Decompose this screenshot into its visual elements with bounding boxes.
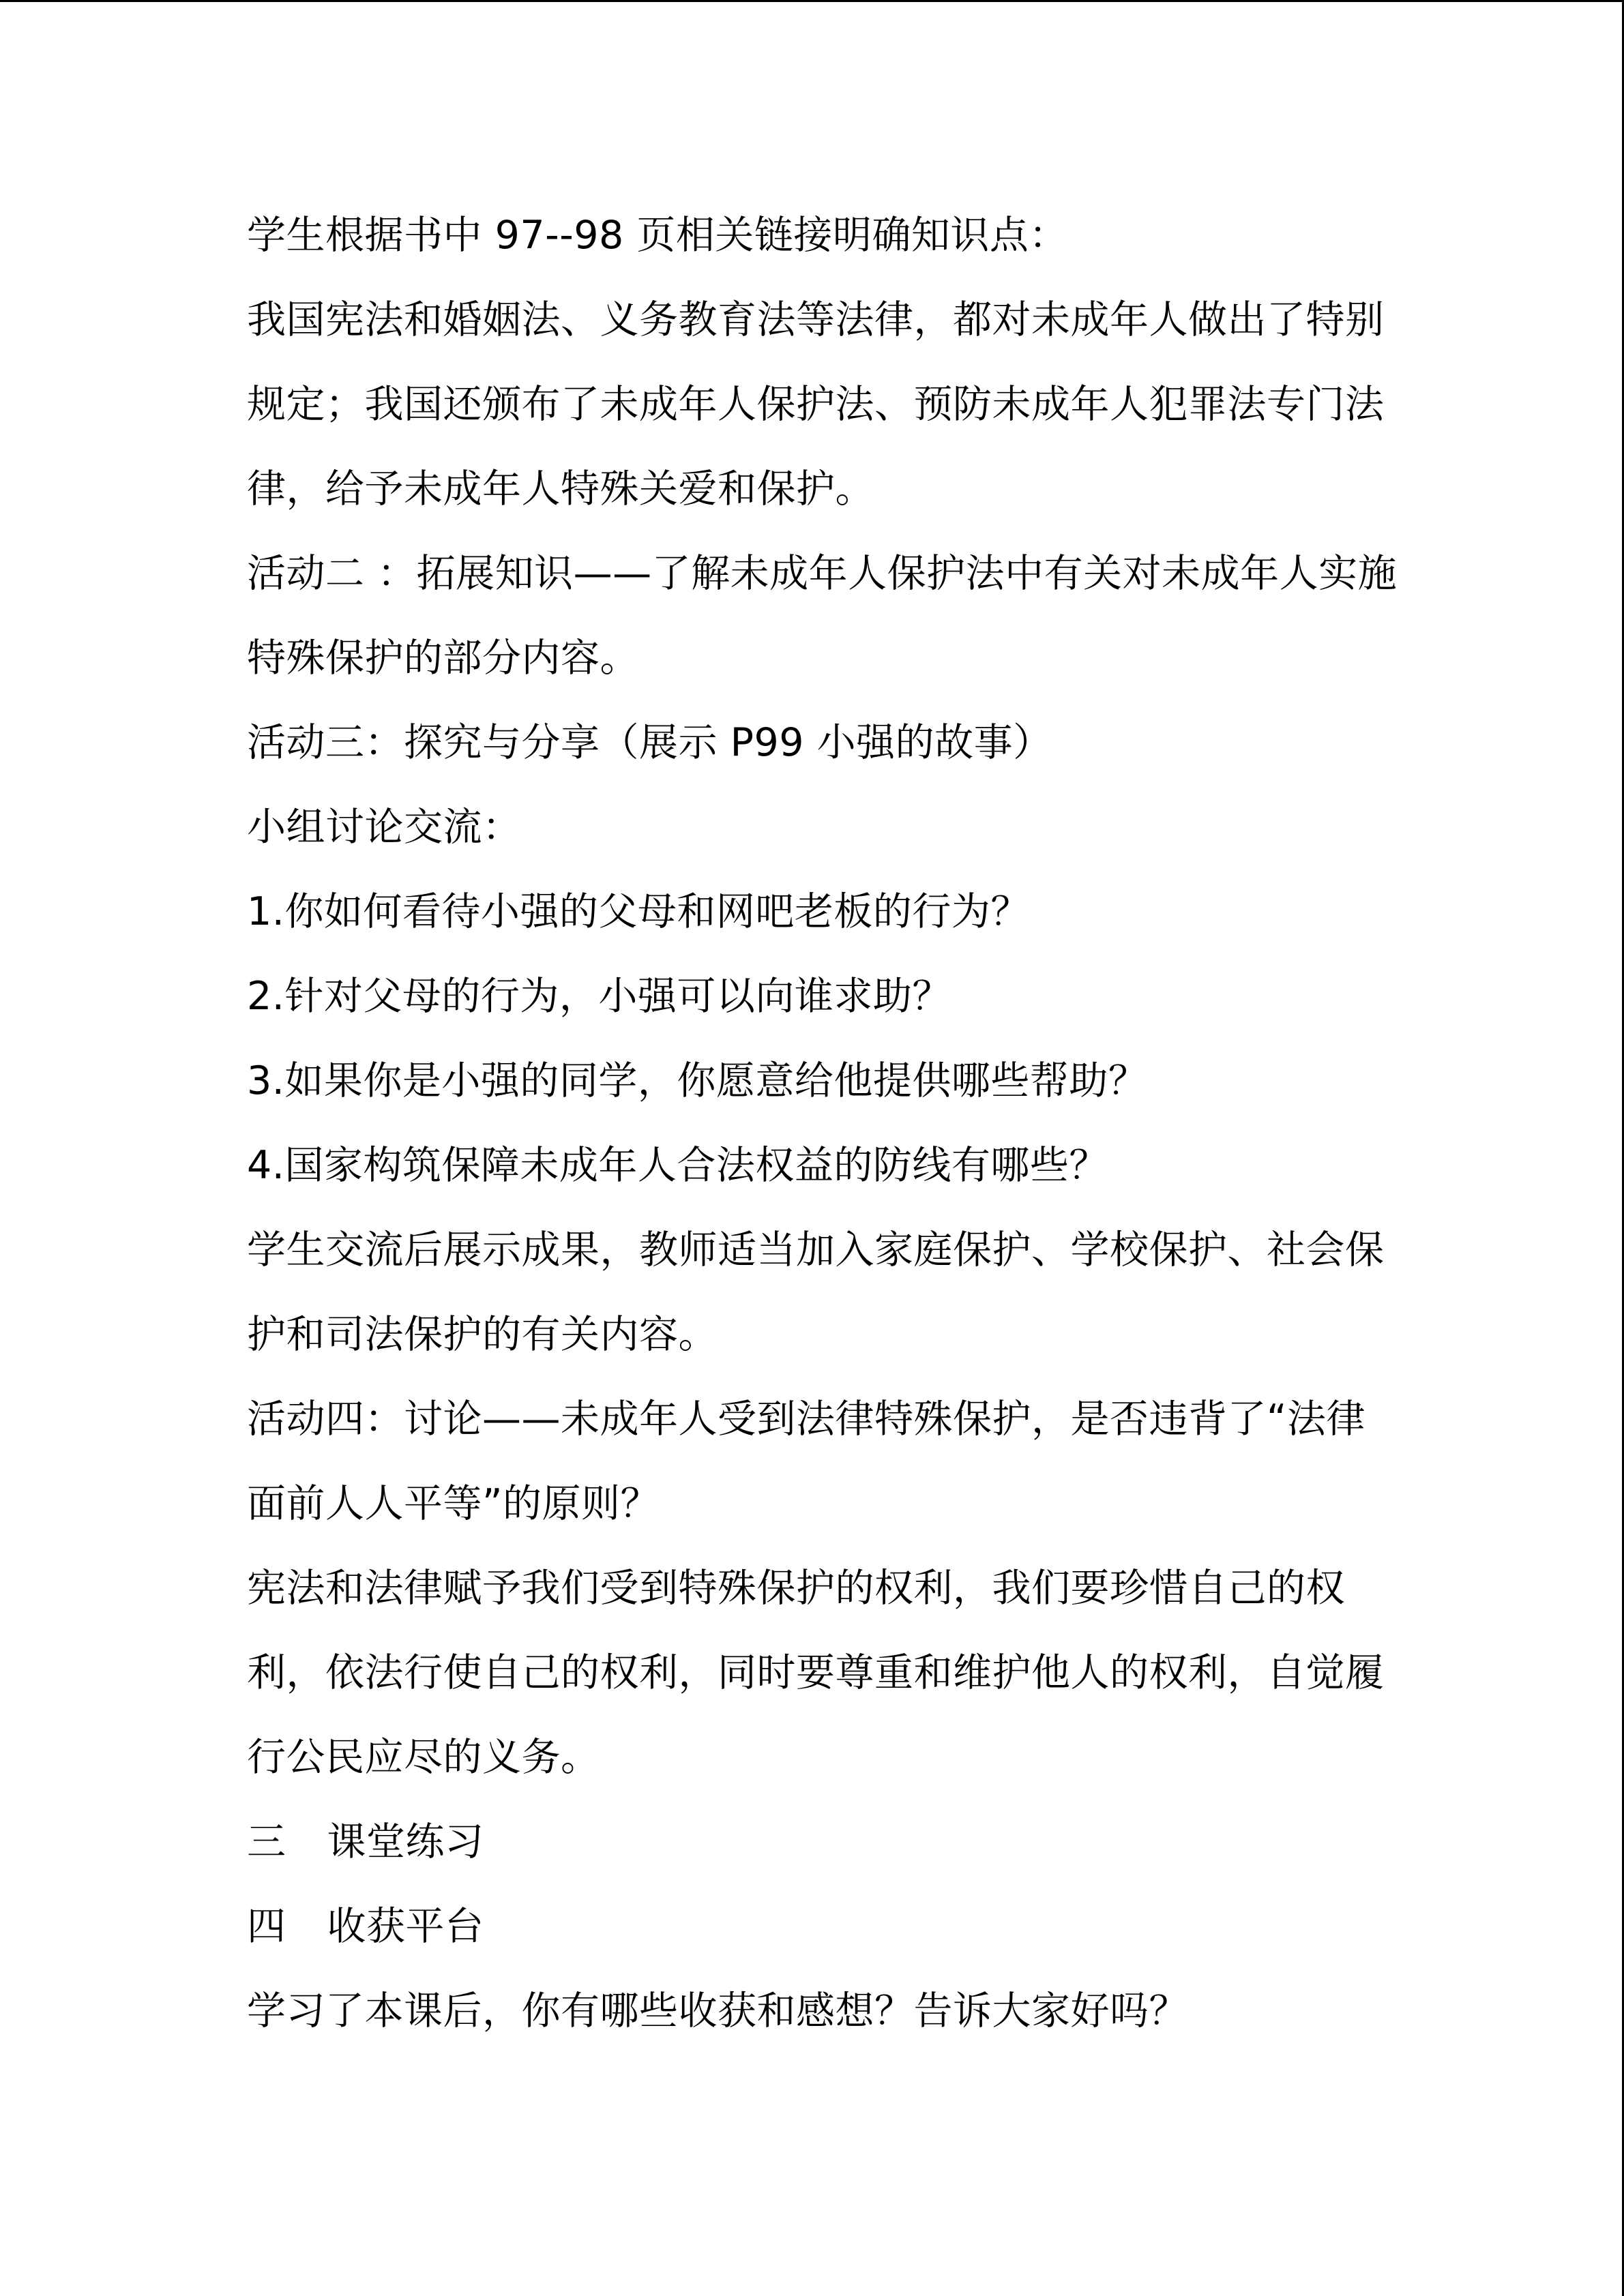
question-item: 3.如果你是小强的同学，你愿意给他提供哪些帮助？ [247, 1058, 1148, 1103]
paragraph-line: 学生根据书中 97--98 页相关链接明确知识点： [247, 213, 1068, 258]
section-number: 三 [247, 1819, 286, 1864]
section-number: 四 [247, 1904, 286, 1949]
paragraph-line: 特殊保护的部分内容。 [247, 636, 639, 681]
paragraph-line: 律，给予未成年人特殊关爱和保护。 [247, 466, 874, 511]
document-body [247, 212, 1398, 2072]
paragraph-line: 面前人人平等”的原则？ [247, 1481, 660, 1526]
paragraph-line: 活动四：讨论——未成年人受到法律特殊保护，是否违背了“法律 [247, 1397, 1366, 1442]
question-item: 1.你如何看待小强的父母和网吧老板的行为？ [247, 889, 1030, 934]
section-title: 课堂练习 [327, 1819, 484, 1864]
question-item: 4.国家构筑保障未成年人合法权益的防线有哪些？ [247, 1143, 1108, 1188]
paragraph-line: 规定；我国还颁布了未成年人保护法、预防未成年人犯罪法专门法 [247, 382, 1385, 427]
paragraph-line: 利，依法行使自己的权利，同时要尊重和维护他人的权利，自觉履 [247, 1650, 1385, 1695]
section-title: 收获平台 [327, 1904, 484, 1949]
paragraph-line: 护和司法保护的有关内容。 [247, 1312, 718, 1357]
paragraph-line: 活动三：探究与分享（展示 P99 小强的故事） [247, 720, 1052, 765]
paragraph-line: 小组讨论交流： [247, 805, 522, 850]
paragraph-line: 行公民应尽的义务。 [247, 1735, 600, 1780]
paragraph-line: 我国宪法和婚姻法、义务教育法等法律，都对未成年人做出了特别 [247, 297, 1385, 342]
paragraph-line: 活动二 ：拓展知识——了解未成年人保护法中有关对未成年人实施 [247, 551, 1398, 596]
section-heading-three [247, 1819, 1393, 1903]
paragraph-line: 学生交流后展示成果，教师适当加入家庭保护、学校保护、社会保 [247, 1227, 1385, 1272]
section-heading-four [247, 1903, 1393, 1988]
paragraph-line: 宪法和法律赋予我们受到特殊保护的权利，我们要珍惜自己的权 [247, 1566, 1345, 1611]
closing-question: 学习了本课后，你有哪些收获和感想？告诉大家好吗？ [247, 1988, 1188, 2033]
question-item: 2.针对父母的行为，小强可以向谁求助？ [247, 974, 951, 1019]
